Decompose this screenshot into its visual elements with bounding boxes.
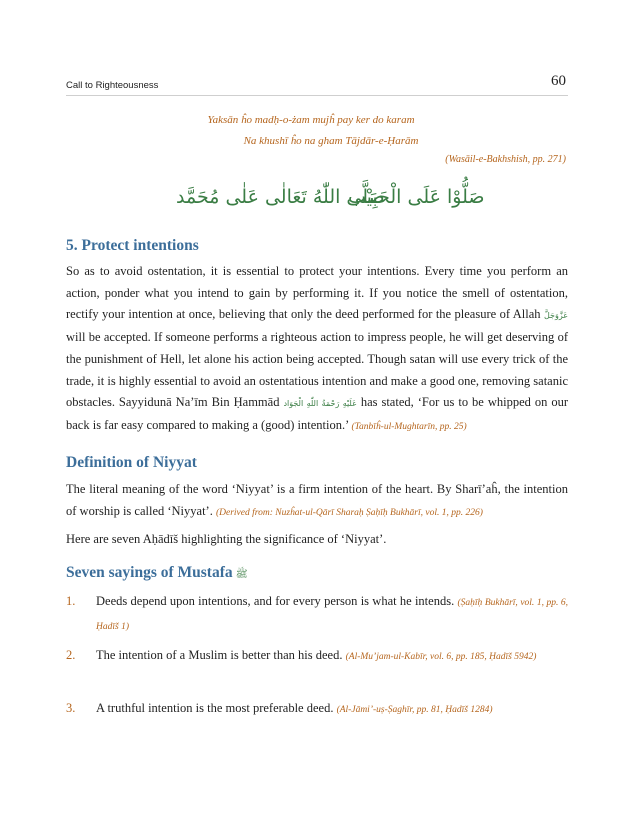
list-item (66, 591, 568, 635)
heading-definition-niyyat: Definition of Niyyat (66, 454, 197, 471)
paragraph-protect-intentions (66, 261, 568, 439)
book-title: Call to Righteousness (66, 80, 159, 91)
protect-reference: (Tanbīĥ-ul-Mughtarīn, pp. 25) (351, 421, 467, 432)
paragraph-hadith-intro: Here are seven Aḥādīš highlighting the significance of ‘Niyyat’. (66, 532, 387, 546)
definition-reference: (Derived from: Nuzĥat-ul-Qārī Sharaḥ Ṣaḥīḥ Bukhārī, vol. 1, pp. 226) (215, 507, 483, 518)
verse-line-1: Yaksān ĥo madḥ-o-żam mujĥ pay ker do karam (207, 114, 415, 126)
scholar-honorific: عَلَيْهِ رَحْمَةُ اللّٰهِ الْجَوَاد (283, 399, 357, 409)
saying-text: Deeds depend upon intentions, and for every person is what he intends. (96, 594, 455, 608)
heading-seven-sayings (66, 564, 248, 582)
saying-reference: (Ṣaḥīḥ Bukhārī, vol. 1, pp. 6, Ḥadīš 1) (96, 598, 569, 632)
verse-line-2: Na khushī ĥo na gham Tājdār-e-Ḥarām (243, 135, 419, 147)
paragraph-definition (66, 479, 568, 524)
list-text (96, 698, 568, 722)
protect-text-3: has stated, ‘For us to be whipped on our back is far easy compared to making a (good) intention.’ (66, 395, 568, 432)
protect-text-2: will be accepted. If someone performs a righteous action to impress people, he will get deserving of the punishment of Hell, let alone his action being accepted. Though satan will use every trick of the trade, it is highly essential to avoid an ostentatious intention and make a good one, removing satanic obstacles. Sayyidunā Na’īm Bin Ḥammād (66, 330, 568, 410)
list-item (66, 645, 568, 689)
list-number: 2. (66, 648, 76, 662)
list-text (96, 645, 568, 669)
list-item (66, 698, 568, 720)
list-text (96, 591, 568, 638)
list-number: 3. (66, 701, 76, 715)
page-header (66, 73, 568, 96)
sayings-heading-text: Seven sayings of Mustafa (66, 564, 233, 581)
saying-text: A truthful intention is the most preferable deed. (96, 701, 334, 715)
page-number: 60 (551, 73, 566, 89)
list-number: 1. (66, 594, 76, 608)
durood-call: صَلُّوْا عَلَى الْحَبِيْب (348, 186, 485, 208)
heading-protect-intentions: 5. Protect intentions (66, 237, 199, 254)
saying-reference: (Al-Jāmi’-uṣ-Ṣaghīr, pp. 81, Ḥadīš 1284) (336, 705, 493, 715)
prophet-seal-icon: ﷺ (235, 569, 248, 580)
protect-text-1: So as to avoid ostentation, it is essential to protect your intentions. Every time you perform an action, ponder what you intend to gain by performing it. If you notice the smell of ostentation, rectify your intention at once, believing that only the deed performed for the pleasure of Allah (66, 264, 568, 322)
saying-text: The intention of a Muslim is better than his deed. (96, 648, 343, 662)
verse-reference: (Wasāil-e-Bakhshish, pp. 271) (445, 154, 566, 165)
saying-reference: (Al-Mu’jam-ul-Kabīr, vol. 6, pp. 185, Ḥadīš 5942) (345, 652, 537, 662)
definition-text: The literal meaning of the word ‘Niyyat’ is a firm intention of the heart. By Sharī’aĥ, the intention of worship is called ‘Niyyat’. (66, 482, 568, 518)
durood-response: صَلَّى اللّٰهُ تَعَالٰى عَلٰى مُحَمَّد (176, 186, 385, 208)
allah-honorific: عَزَّوَجَلَّ (543, 311, 569, 321)
